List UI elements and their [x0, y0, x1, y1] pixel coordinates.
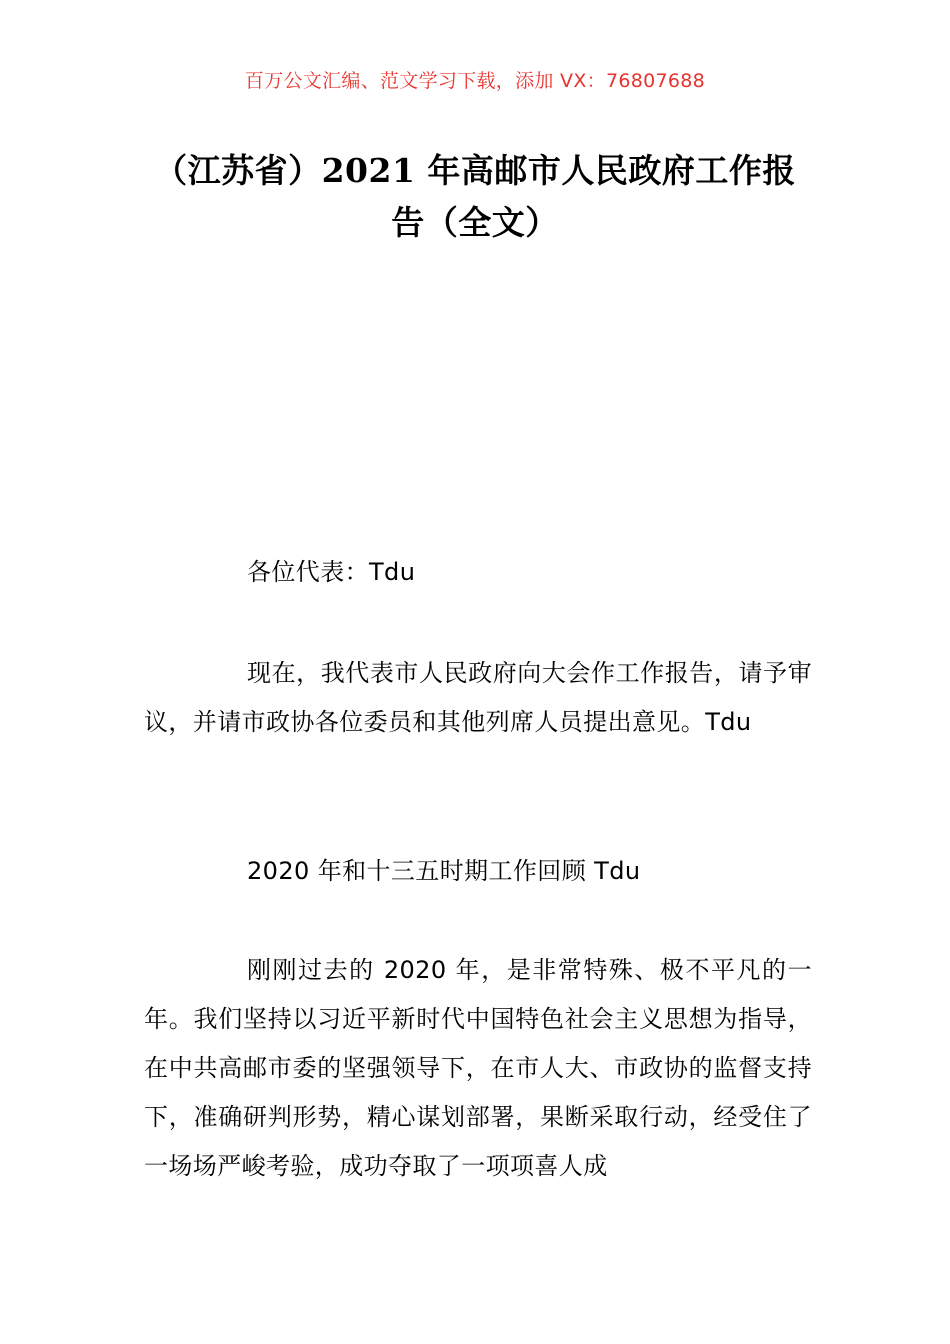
review-paragraph: 刚刚过去的 2020 年，是非常特殊、极不平凡的一年。我们坚持以习近平新时代中国特色社会主义思想为指导，在中共高邮市委的坚强领导下，在市人大、市政协的监督支持下，准确研判形势，精心谋划部署，果断采取行动，经受住了一场场严峻考验，成功夺取了一项项喜人成	[144, 956, 812, 1180]
review-block	[144, 946, 812, 1191]
title-line-1: （江苏省）2021 年高邮市人民政府工作报	[154, 151, 796, 190]
salutation-paragraph: 各位代表：Tdu	[247, 558, 416, 586]
title-line-2: 告（全文）	[391, 203, 559, 242]
document-title	[140, 145, 810, 249]
promo-banner: 百万公文汇编、范文学习下载，添加 VX：76807688	[244, 70, 706, 92]
intro-paragraph: 现在，我代表市人民政府向大会作工作报告，请予审议，并请市政协各位委员和其他列席人员提出意见。Tdu	[144, 659, 812, 736]
section-heading: 2020 年和十三五时期工作回顾 Tdu	[247, 857, 641, 885]
section-heading-block	[144, 847, 812, 896]
salutation-block	[144, 548, 812, 597]
intro-block	[144, 649, 812, 747]
